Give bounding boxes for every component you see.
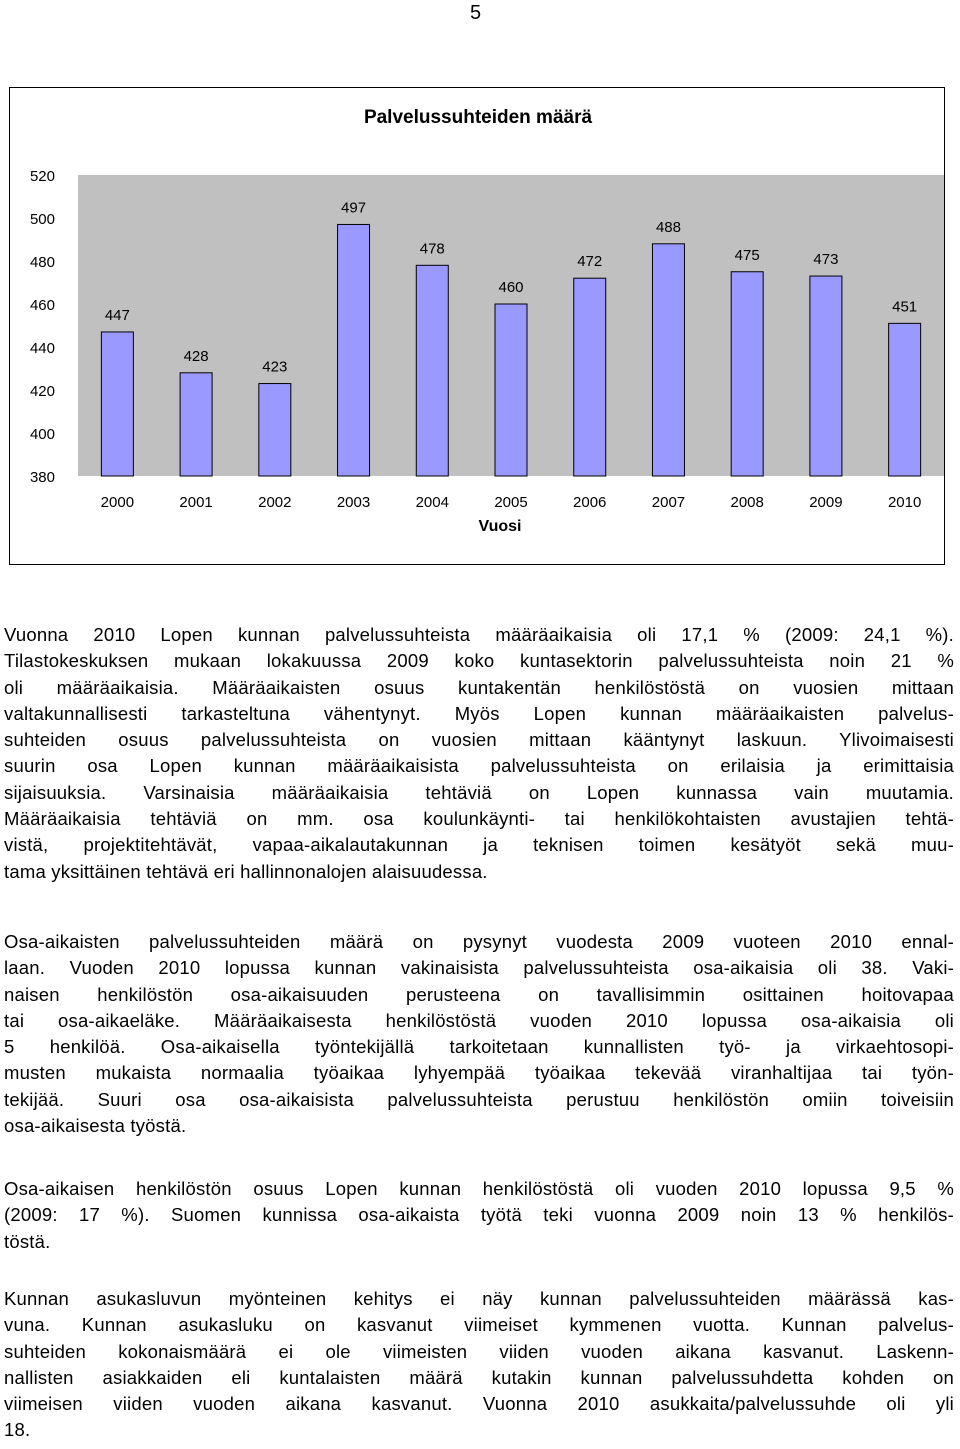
bar-2000 (101, 332, 133, 476)
y-tick-label: 400 (29, 426, 55, 443)
y-tick-label: 500 (29, 211, 55, 228)
paragraph-population (4, 1286, 954, 1444)
x-tick-label: 2001 (179, 494, 213, 511)
text-line: Osa-aikaisten palvelussuhteiden määrä on pysynyt vuodesta 2009 vuoteen 2010 ennal- (4, 931, 954, 952)
x-axis-label: Vuosi (478, 518, 522, 535)
data-label: 488 (655, 218, 681, 236)
text-line: viimeisen viiden vuoden aikana kasvanut. Vuonna 2010 asukkaita/palvelussuhde oli yli (4, 1393, 954, 1415)
data-label: 478 (419, 240, 445, 258)
text-line: vuna. Kunnan asukasluku on kasvanut viimeiset kymmenen vuotta. Kunnan palvelus- (4, 1314, 954, 1336)
bar-2009 (810, 276, 842, 476)
x-tick-label: 2000 (100, 494, 135, 511)
bar-chart (10, 88, 946, 566)
text-line: sijaisuuksia. Varsinaisia määräaikaisia tehtäviä on Lopen kunnassa vain muutamia. (4, 781, 954, 803)
y-tick-label: 420 (29, 383, 55, 400)
text-line: Määräaikaisia tehtäviä on mm. osa koulunkäynti- tai henkilökohtaisten avustajien tehtä- (4, 808, 954, 830)
chart-title: Palvelussuhteiden määrä (363, 107, 593, 128)
text-line: Kunnan asukasluvun myönteinen kehitys ei näy kunnan palvelussuhteiden määrässä kas- (4, 1288, 954, 1309)
text-line: Osa-aikaisen henkilöstön osuus Lopen kunnan henkilöstöstä oli vuoden 2010 lopussa 9,5 % (4, 1178, 954, 1199)
text-line: Vuonna 2010 Lopen kunnan palvelussuhteista määräaikaisia oli 17,1 % (2009: 24,1 %). (4, 624, 954, 645)
text-line: naisen henkilöstön osa-aikaisuuden perusteena on tavallisimmin osittainen hoitovapaa (4, 983, 954, 1005)
text-line: laan. Vuoden 2010 lopussa kunnan vakinaisista palvelussuhteista osa-aikaisia oli 38. Vaki- (4, 957, 954, 979)
y-tick-label: 520 (29, 168, 55, 185)
chart-frame (9, 87, 945, 565)
data-label: 428 (183, 347, 209, 365)
bar-2005 (495, 304, 527, 476)
x-tick-label: 2005 (494, 494, 528, 511)
text-line: Tilastokeskuksen mukaan lokakuussa 2009 koko kuntasektorin palvelussuhteista noin 21 % (4, 650, 954, 672)
text-line: musten mukaista normaalia työaikaa lyhyempää työaikaa tekevää viranhaltijaa tai työn- (4, 1062, 954, 1084)
y-tick-label: 440 (29, 340, 55, 357)
data-label: 473 (813, 251, 839, 269)
x-tick-label: 2009 (809, 494, 843, 511)
x-tick-label: 2003 (336, 494, 371, 511)
bar-2001 (180, 373, 212, 476)
bar-2004 (416, 265, 448, 476)
text-line: suhteiden kokonaismäärä ei ole viimeisten viiden vuoden aikana kasvanut. Laskenn- (4, 1340, 954, 1362)
paragraph-part-time-share (4, 1176, 954, 1255)
paragraph-fixed-term (4, 622, 954, 885)
bar-2003 (338, 224, 370, 476)
text-line: valtakunnallisesti tarkasteltuna vähentynyt. Myös Lopen kunnan määräaikaisten palvelus- (4, 702, 954, 724)
data-label: 447 (104, 306, 130, 324)
x-tick-label: 2004 (415, 494, 449, 511)
bar-2006 (574, 278, 606, 476)
y-tick-label: 480 (29, 254, 55, 271)
text-line: 18. (4, 1419, 31, 1441)
data-label: 460 (498, 279, 524, 296)
text-line: tai osa-aikaeläke. Määräaikaisesta henkilöstöstä vuoden 2010 lopussa osa-aikaisia oli (4, 1009, 954, 1031)
bar-2008 (731, 272, 763, 476)
text-line: suurin osa Lopen kunnan määräaikaisista palvelussuhteista on erilaisia ja erimittaisia (4, 755, 954, 777)
x-tick-label: 2008 (730, 494, 764, 511)
text-line: tekijää. Suuri osa osa-aikaisista palvelussuhteista perustuu henkilöstön omiin toiveisiin (4, 1088, 954, 1110)
bar-2010 (889, 323, 921, 476)
text-line: (2009: 17 %). Suomen kunnissa osa-aikaista työtä teki vuonna 2009 noin 13 % henkilös- (4, 1204, 954, 1226)
x-tick-label: 2002 (258, 494, 292, 511)
x-tick-label: 2006 (573, 494, 607, 511)
data-label: 451 (892, 298, 918, 316)
data-label: 472 (577, 253, 603, 271)
bar-2007 (652, 244, 684, 476)
y-tick-label: 380 (29, 469, 55, 486)
text-line: tama yksittäinen tehtävä eri hallinnonalojen alaisuudessa. (4, 860, 488, 882)
data-label: 475 (734, 246, 760, 264)
y-tick-label: 460 (29, 297, 55, 314)
text-line: oli määräaikaisia. Määräaikaisten osuus kuntakentän henkilöstöstä on vuosien mittaan (4, 676, 954, 698)
text-line: töstä. (4, 1230, 51, 1252)
text-line: vistä, projektitehtävät, vapaa-aikalautakunnan ja teknisen toimen kesätyöt sekä muu- (4, 834, 954, 856)
x-tick-label: 2010 (887, 494, 922, 511)
bar-2002 (259, 384, 291, 476)
data-label: 497 (341, 199, 367, 217)
text-line: osa-aikaisesta työstä. (4, 1115, 187, 1137)
paragraph-part-time (4, 929, 954, 1139)
page-number: 5 (470, 2, 482, 24)
text-line: suhteiden osuus palvelussuhteista on vuosien mittaan kääntynyt laskuun. Ylivoimaisesti (4, 729, 954, 751)
text-line: nallisten asiakkaiden eli kuntalaisten määrä kutakin kunnan palvelussuhdetta kohden on (4, 1366, 954, 1388)
data-label: 423 (262, 358, 288, 376)
text-line: 5 henkilöä. Osa-aikaisella työntekijällä tarkoitetaan kunnallisten työ- ja virkaehtosopi- (4, 1036, 954, 1058)
x-tick-label: 2007 (651, 494, 686, 511)
